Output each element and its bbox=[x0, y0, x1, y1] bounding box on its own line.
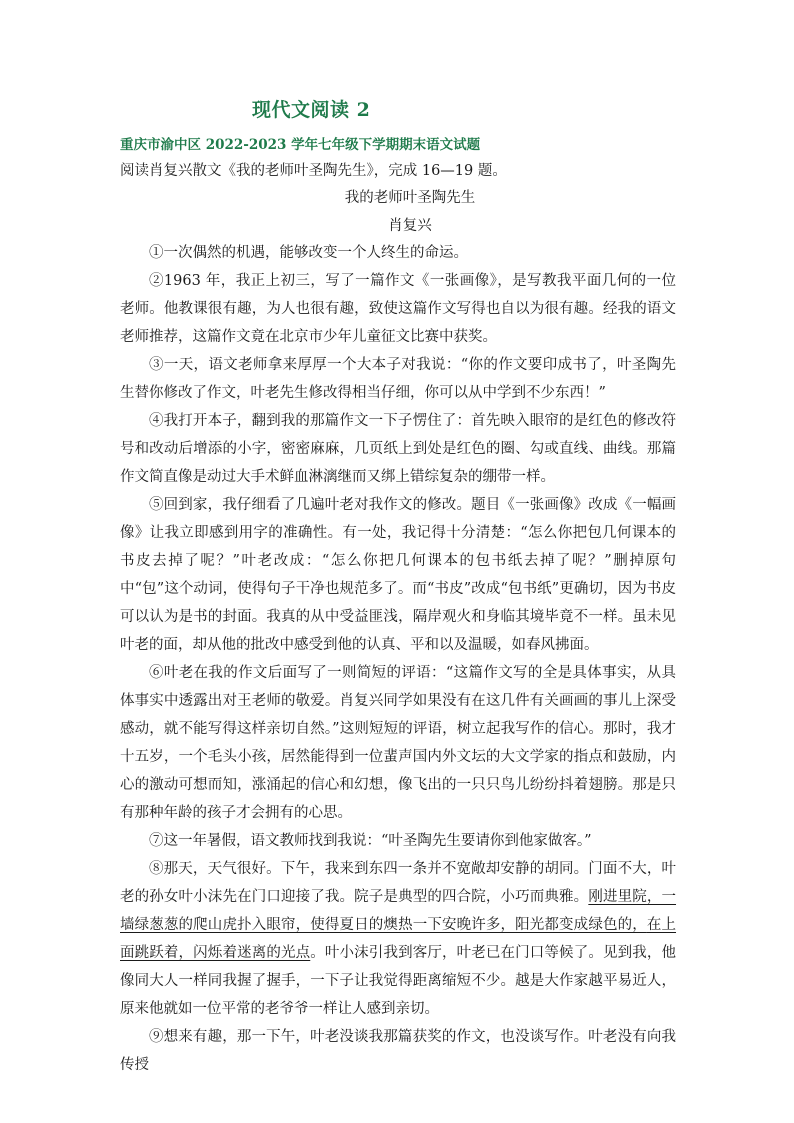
paragraph-6: ⑥叶老在我的作文后面写了一则简短的评语：“这篇作文写的全是具体事实，从具体事实中透露出对王老师的敬爱。肖复兴同学如果没有在这几件有关画画的事儿上深受感动，就不能写得这样亲切自然。”这则短短的评语，树立起我写作的信心。那时，我才十五岁，一个毛头小孩，居然能得到一位蜚声国内外文坛的大文学家的指点和鼓励，内心的激动可想而知，涨涌起的信心和幻想，像飞出的一只只鸟儿纷纷抖着翅膀。那是只有那种年龄的孩子才会拥有的心思。 bbox=[120, 665, 676, 821]
paragraph-7: ⑦这一年暑假，语文教师找到我说：“叶圣陶先生要请你到他家做客。” bbox=[149, 833, 592, 849]
paragraph-8 bbox=[120, 855, 676, 1023]
paragraph-2: ②1963 年，我正上初三，写了一篇作文《一张画像》，是写教我平面几何的一位老师。他教课很有趣，为人也很有趣，致使这篇作文写得也自以为很有趣。经我的语文老师推荐，这篇作文竟在北京市少年儿童征文比赛中获奖。 bbox=[120, 273, 676, 345]
paragraph-8-text-b: 。叶小沫引我到客厅，叶老已在门口等候了。见到我，他像同大人一样同我握了握手，一下子让我觉得距离缩短不少。越是大作家越平易近人，原来他就如一位平常的老爷爷一样让人感到亲切。 bbox=[120, 945, 677, 1017]
essay-title bbox=[0, 186, 794, 207]
essay-body bbox=[120, 239, 676, 1079]
essay-author-text: 肖复兴 bbox=[388, 218, 432, 234]
underlined-sentence-1: 刚进里院，一墙绿葱葱的爬山虎扑入眼帘，使得夏日的燠热一下安晚许多，阳光都变成绿色的， bbox=[120, 889, 677, 933]
page-title: 现代文阅读 2 bbox=[252, 99, 371, 121]
essay-title-text: 我的老师叶圣陶先生 bbox=[344, 190, 476, 206]
exam-source: 重庆市渝中区 2022-2023 学年七年级下学期期末语文试题 bbox=[120, 137, 481, 153]
paragraph-9: ⑨想来有趣，那一下午，叶老没谈我那篇获奖的作文，也没谈写作。叶老没有向我传授 bbox=[120, 1029, 676, 1073]
paragraph-1: ①一次偶然的机遇，能够改变一个人终生的命运。 bbox=[149, 245, 468, 261]
paragraph-5: ⑤回到家，我仔细看了几遍叶老对我作文的修改。题目《一张画像》改成《一幅画像》让我立即感到用字的准确性。有一处，我记得十分清楚：“怎么你把包几何课本的书皮去掉了呢？”叶老改成：“怎么你把几何课本的包书纸去掉了呢？”删掉原句中“包”这个动词，使得句子干净也规范多了。而“书皮”改成“包书纸”更确切，因为书皮可以认为是书的封面。我真的从中受益匪浅，隔岸观火和身临其境毕竟不一样。虽未见叶老的面，却从他的批改中感受到他的认真、平和以及温暖，如春风拂面。 bbox=[120, 497, 676, 653]
essay-author bbox=[0, 214, 794, 235]
paragraph-4: ④我打开本子，翻到我的那篇作文一下子愣住了：首先映入眼帘的是红色的修改符号和改动后增添的小字，密密麻麻，几页纸上到处是红色的圈、勾或直线、曲线。那篇作文简直像是动过大手术鲜血淋漓继而又绑上错综复杂的绷带一样。 bbox=[120, 413, 676, 485]
paragraph-8-text-a: ⑧那天，天气很好。下午，我来到东四一条并不宽敞却安静的胡同。门面不大，叶老的孙女叶小沫先在门口迎接了我。院子是典型的四合院，小巧而典雅。 bbox=[120, 861, 676, 905]
underlined-sentence-2: 在上面跳跃着，闪烁着迷离的光点 bbox=[120, 917, 677, 961]
reading-instruction: 阅读肖复兴散文《我的老师叶圣陶先生》，完成 16—19 题。 bbox=[120, 163, 507, 179]
paragraph-3: ③一天，语文老师拿来厚厚一个大本子对我说：“你的作文要印成书了，叶圣陶先生替你修改了作文，叶老先生修改得相当仔细，你可以从中学到不少东西！” bbox=[120, 357, 676, 401]
